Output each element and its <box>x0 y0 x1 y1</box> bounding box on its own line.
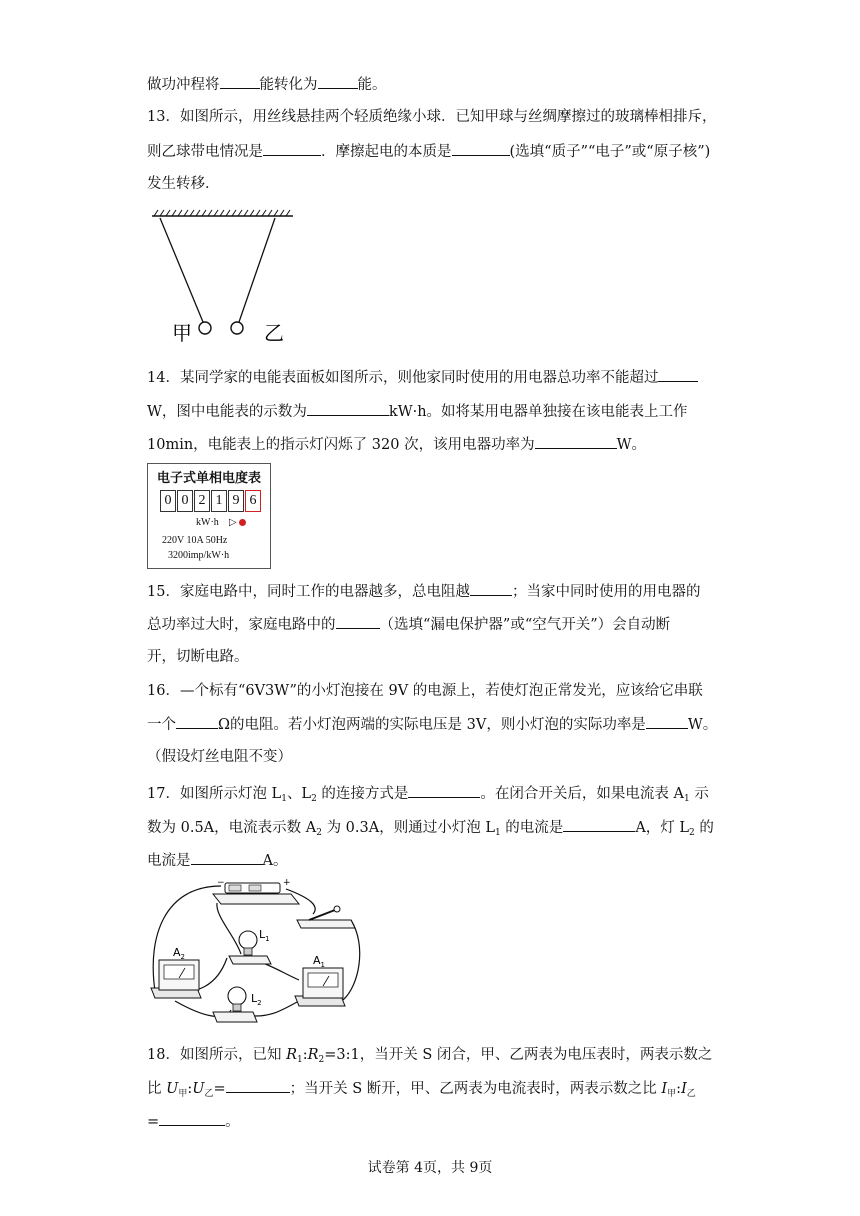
subscript: 1 <box>494 828 501 838</box>
answer-line <box>147 74 387 95</box>
answer-blank[interactable] <box>307 401 389 416</box>
answer-blank[interactable] <box>191 850 263 865</box>
text: kW·h。如将某用电器单独接在该电能表上工作 <box>388 404 688 420</box>
question-13-line-3 <box>147 174 220 194</box>
text: A，灯 L <box>635 820 690 836</box>
ammeter-a1-icon <box>295 954 345 1006</box>
label-jia: 甲 <box>172 321 192 343</box>
question-13-line-2 <box>147 141 710 162</box>
switch-icon <box>297 906 355 928</box>
symbol-u: U <box>192 1081 205 1097</box>
text: 17．如图所示灯泡 L <box>147 786 282 802</box>
subscript: 乙 <box>686 1089 696 1099</box>
question-16-line-2 <box>147 714 717 735</box>
symbol-u: U <box>166 1081 179 1097</box>
battery-plus-label: + <box>283 878 291 888</box>
triangle-icon: ▷ <box>229 517 237 528</box>
answer-blank[interactable] <box>452 141 510 156</box>
meter-digit: 9 <box>228 490 244 512</box>
text: 的 <box>694 820 714 836</box>
text: : <box>676 1081 682 1097</box>
text: W，图中电能表的示数为 <box>147 404 307 420</box>
answer-blank[interactable] <box>336 614 380 629</box>
ammeter-a2-icon <box>151 946 201 998</box>
text: : <box>187 1081 193 1097</box>
text: (选填“质子”“电子”或“原子核”) <box>509 144 711 160</box>
subscript: 1 <box>281 794 287 804</box>
text: =3:1，当开关 S 闭合，甲、乙两表为电压表时，两表示数之 <box>324 1047 713 1063</box>
label-a2: A <box>173 946 181 959</box>
meter-digit: 1 <box>211 490 227 512</box>
meter-digit: 2 <box>194 490 210 512</box>
text: W。 <box>616 437 646 453</box>
text: 、L <box>286 786 312 802</box>
question-18-line-2 <box>147 1078 696 1099</box>
svg-text:L1 <box>259 928 270 943</box>
text: 做功冲程将 <box>147 77 220 93</box>
meter-title: 电子式单相电度表 <box>156 471 261 486</box>
question-15-line-2 <box>147 614 670 635</box>
label-a2-subscript: 2 <box>180 953 185 961</box>
symbol-r: R <box>286 1047 297 1063</box>
text: 示 <box>689 786 709 802</box>
question-14-line-2 <box>147 401 688 422</box>
answer-blank[interactable] <box>263 141 321 156</box>
label-l2: L <box>251 992 258 1005</box>
thread-right <box>239 218 275 322</box>
text: = <box>147 1114 160 1130</box>
text: W。 <box>687 717 718 733</box>
answer-blank[interactable] <box>535 434 617 449</box>
question-18-line-1 <box>147 1045 712 1065</box>
bulb-l2-icon <box>213 987 262 1022</box>
subscript: 甲 <box>178 1089 188 1099</box>
answer-blank[interactable] <box>646 714 688 729</box>
text: 14．某同学家的电能表面板如图所示，则他家同时使用的用电器总功率不能超过 <box>147 370 659 386</box>
subscript: 乙 <box>204 1089 214 1099</box>
question-15-line-1 <box>147 581 700 602</box>
meter-spec: 220V 10A 50Hz <box>162 535 228 546</box>
ball-yi <box>231 322 243 334</box>
text: 则乙球带电情况是 <box>147 144 263 160</box>
text: 一个 <box>147 717 176 733</box>
text: A。 <box>262 853 288 869</box>
text: ；当家中同时使用的用电器的 <box>511 584 701 600</box>
subscript: 2 <box>311 794 317 804</box>
text: 的电流是 <box>500 820 564 836</box>
meter-digit: 0 <box>177 490 193 512</box>
question-17-line-2 <box>147 817 714 838</box>
text: : <box>302 1047 308 1063</box>
label-l1-subscript: 1 <box>265 935 270 943</box>
text: （假设灯丝电阻不变） <box>147 749 292 765</box>
label-a1-subscript: 1 <box>320 961 325 969</box>
question-16-line-3 <box>147 747 292 767</box>
question-14-line-1 <box>147 367 698 388</box>
meter-digits <box>160 490 262 512</box>
text: 15．家庭电路中，同时工作的电器越多，总电阻越 <box>147 584 470 600</box>
battery-minus-label: − <box>217 878 225 888</box>
text: 。 <box>225 1114 240 1130</box>
answer-blank[interactable] <box>159 1111 225 1126</box>
svg-text:A1 <box>313 954 325 969</box>
symbol-i: I <box>681 1081 687 1097</box>
meter-digit-decimal: 6 <box>245 490 261 512</box>
text: ；当开关 S 断开，甲、乙两表为电流表时，两表示数之比 <box>289 1081 662 1097</box>
subscript: 2 <box>318 1055 325 1065</box>
label-l1: L <box>259 928 266 941</box>
page-footer: 试卷第 4页，共 9页 <box>367 1160 493 1176</box>
answer-blank[interactable] <box>408 783 480 798</box>
text: 发生转移． <box>147 176 220 192</box>
subscript: 甲 <box>667 1089 677 1099</box>
question-15-line-3 <box>147 647 249 667</box>
text: 的连接方式是 <box>316 786 409 802</box>
text: 开，切断电路。 <box>147 649 249 665</box>
symbol-i: I <box>661 1081 668 1097</box>
text: 10min，电能表上的指示灯闪烁了 320 次，该用电器功率为 <box>147 437 535 453</box>
text: 能转化为 <box>259 77 318 93</box>
subscript: 1 <box>296 1055 303 1065</box>
label-l2-subscript: 2 <box>257 999 262 1007</box>
svg-text:L2 <box>251 992 262 1007</box>
text: 数为 0.5A，电流表示数 A <box>147 820 317 836</box>
text: 电流是 <box>147 853 191 869</box>
answer-blank[interactable] <box>563 817 635 832</box>
answer-blank[interactable] <box>176 714 218 729</box>
meter-unit: kW·h <box>196 517 219 528</box>
question-13-line-1 <box>147 107 716 127</box>
question-17-line-3 <box>147 850 287 871</box>
battery-icon <box>213 878 299 904</box>
answer-blank[interactable] <box>470 581 512 596</box>
answer-blank[interactable] <box>318 74 358 89</box>
text: Ω的电阻。若小灯泡两端的实际电压是 3V，则小灯泡的实际功率是 <box>218 717 646 733</box>
label-a1: A <box>313 954 321 967</box>
thread-left <box>160 218 203 322</box>
text: 13．如图所示，用丝线悬挂两个轻质绝缘小球．已知甲球与丝绸摩擦过的玻璃棒相排斥， <box>147 109 717 125</box>
question-17-line-1 <box>147 783 709 804</box>
ball-jia <box>199 322 211 334</box>
text: 18．如图所示，已知 <box>147 1047 287 1063</box>
text: （选填“漏电保护器”或“空气开关”）会自动断 <box>379 617 671 633</box>
question-16-line-1 <box>147 681 703 701</box>
symbol-r: R <box>307 1047 319 1063</box>
meter-digit: 0 <box>160 490 176 512</box>
text: 总功率过大时，家庭电路中的 <box>147 617 336 633</box>
subscript: 1 <box>684 794 690 804</box>
question-14-line-3 <box>147 434 646 455</box>
text: 16．—个标有“6V3W”的小灯泡接在 9V 的电源上，若使灯泡正常发光，应该给它串联 <box>147 683 703 699</box>
answer-blank[interactable] <box>658 367 698 382</box>
svg-text:A2 <box>173 946 185 961</box>
answer-blank[interactable] <box>220 74 260 89</box>
subscript: 2 <box>689 828 695 838</box>
question-18-line-3 <box>147 1111 240 1132</box>
text: 为 0.3A，则通过小灯泡 L <box>321 820 495 836</box>
circuit-figure <box>145 876 365 1034</box>
text: ．摩擦起电的本质是 <box>321 144 452 160</box>
indicator-light-icon <box>239 519 246 526</box>
label-yi: 乙 <box>264 321 284 343</box>
energy-meter-panel <box>147 463 271 569</box>
bulb-l1-icon <box>229 928 271 964</box>
hanging-balls-figure <box>150 208 295 343</box>
answer-blank[interactable] <box>226 1078 290 1093</box>
subscript: 2 <box>316 828 322 838</box>
text: 比 <box>147 1081 167 1097</box>
meter-imp: 3200imp/kW·h <box>168 550 230 561</box>
text: = <box>213 1081 226 1097</box>
text: 能。 <box>357 77 387 93</box>
text: 。在闭合开关后，如果电流表 A <box>480 786 685 802</box>
